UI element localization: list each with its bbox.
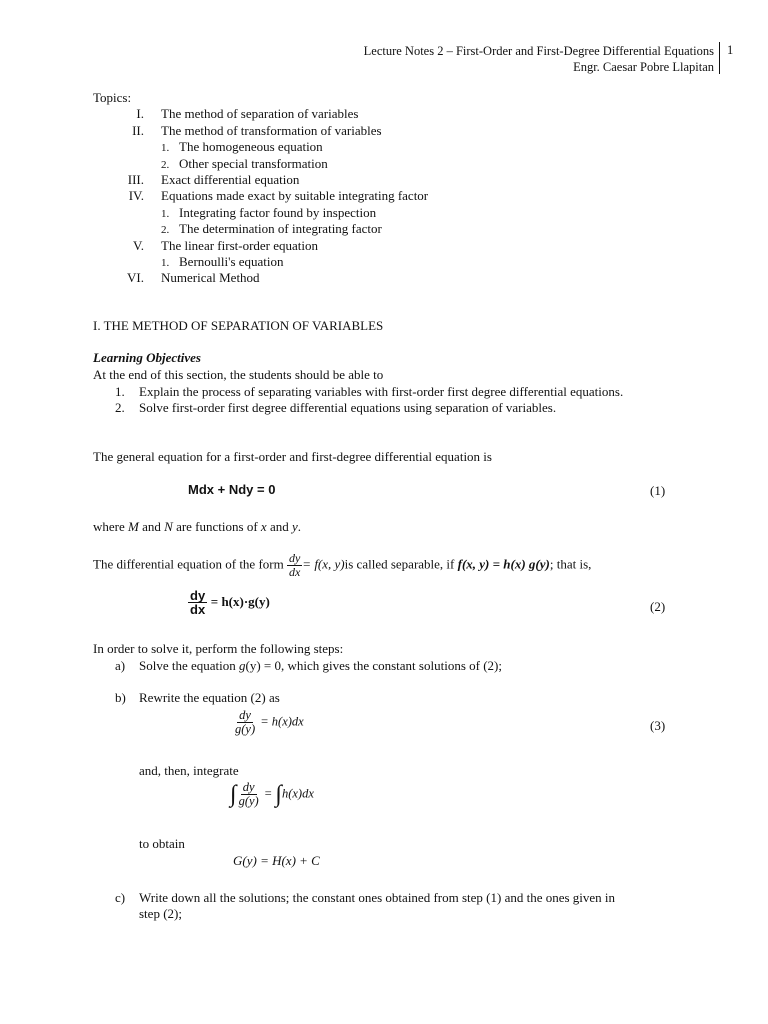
step-a-text xyxy=(139,658,502,674)
to-obtain: to obtain xyxy=(139,836,185,851)
fraction-numerator: dy xyxy=(190,588,206,603)
separable-definition xyxy=(93,552,591,579)
topic-numeral: IV. xyxy=(128,188,144,204)
topic-numeral: II. xyxy=(132,122,144,138)
topic-numeral: III. xyxy=(127,171,144,187)
subtopic-number: 1. xyxy=(161,256,170,269)
fraction-numerator: dy xyxy=(242,780,255,794)
then-integrate: and, then, integrate xyxy=(139,763,239,778)
equation-1: Mdx + Ndy = 0 xyxy=(188,482,276,497)
topic-text: The method of transformation of variables xyxy=(161,122,382,138)
step-b-label: b) xyxy=(115,690,126,705)
integral-rhs: h(x)dx xyxy=(281,786,314,801)
where-var-m: M xyxy=(128,519,139,534)
page-header xyxy=(364,43,714,75)
equation-3-rhs: = h(x)dx xyxy=(260,714,304,729)
topic-numeral: VI. xyxy=(127,270,144,286)
definition-text: ; that is, xyxy=(549,556,592,572)
subtopic-number: 2. xyxy=(161,158,170,171)
objective-number: 1. xyxy=(115,384,125,399)
subtopic-number: 1. xyxy=(161,207,170,220)
topic-subitem xyxy=(93,139,428,155)
topic-subitem xyxy=(93,205,428,221)
topic-item xyxy=(93,238,428,254)
fraction-denominator: g(y) xyxy=(235,722,256,736)
steps-intro: In order to solve it, perform the following steps: xyxy=(93,641,344,656)
dy-gy-fraction xyxy=(237,781,261,808)
subtopic-number: 2. xyxy=(161,224,170,237)
where-text: and xyxy=(138,519,165,534)
step-a-label: a) xyxy=(115,658,126,673)
objective-text: Explain the process of separating variables with first-order first degree differential equations. xyxy=(139,384,624,399)
separable-condition: f(x, y) = h(x) g(y) xyxy=(457,556,550,572)
step-text: (y) = 0, which gives the constant solutions of (2); xyxy=(245,658,502,673)
learning-objectives-heading: Learning Objectives xyxy=(93,350,201,365)
definition-text: is called separable, if xyxy=(344,556,458,572)
subtopic-text: The determination of integrating factor xyxy=(179,221,382,237)
where-text: are functions of xyxy=(172,519,261,534)
integral-sign: ∫ xyxy=(230,781,237,808)
general-equation-intro: The general equation for a first-order and first-degree differential equation is xyxy=(93,449,492,464)
section-title: I. THE METHOD OF SEPARATION OF VARIABLES xyxy=(93,318,384,333)
topic-numeral: V. xyxy=(133,237,144,253)
fraction-numerator: dy xyxy=(239,708,251,722)
topic-item xyxy=(93,106,428,122)
equation-3 xyxy=(233,709,304,736)
topics-list xyxy=(93,90,428,287)
header-title: Lecture Notes 2 – First-Order and First-Degree Differential Equations xyxy=(363,44,714,58)
where-var-x: x xyxy=(260,519,267,534)
step-var-g: g xyxy=(239,658,246,673)
topic-subitem xyxy=(93,156,428,172)
step-c-label: c) xyxy=(115,890,126,905)
topic-subitem xyxy=(93,221,428,237)
equation-2 xyxy=(188,589,270,616)
topic-subitem xyxy=(93,254,428,270)
step-text: Solve the equation xyxy=(139,658,240,673)
page-number: 1 xyxy=(727,43,734,57)
subtopic-text: The homogeneous equation xyxy=(179,139,323,155)
topics-heading: Topics: xyxy=(93,90,132,105)
fraction-denominator: g(y) xyxy=(238,794,259,808)
topic-item xyxy=(93,188,428,204)
equation-2-rhs: = h(x)·g(y) xyxy=(210,593,270,609)
equals-sign: = xyxy=(263,786,273,801)
where-var-n: N xyxy=(164,519,173,534)
topic-text: Numerical Method xyxy=(161,270,260,286)
subtopic-text: Integrating factor found by inspection xyxy=(179,204,377,220)
dy-gy-fraction xyxy=(233,709,257,736)
definition-text: The differential equation of the form xyxy=(93,556,284,572)
fraction-numerator: dy xyxy=(288,551,301,565)
where-text: . xyxy=(297,519,301,534)
objective-text: Solve first-order first degree differential equations using separation of variables. xyxy=(139,400,557,415)
topic-text: Exact differential equation xyxy=(161,171,300,187)
where-var-y: y xyxy=(291,519,298,534)
equation-3-number: (3) xyxy=(650,718,666,733)
where-sentence xyxy=(93,519,301,535)
where-text: and xyxy=(266,519,292,534)
where-text: where xyxy=(93,519,129,534)
subtopic-text: Bernoulli's equation xyxy=(179,253,284,269)
fraction-denominator: dx xyxy=(288,565,301,579)
objectives-intro: At the end of this section, the students should be able to xyxy=(93,367,384,382)
subtopic-number: 1. xyxy=(161,142,170,155)
topic-item xyxy=(93,123,428,139)
step-c-text-line2: step (2); xyxy=(139,906,182,921)
integral-sign: ∫ xyxy=(275,781,282,808)
topic-item xyxy=(93,270,428,286)
integral-equation xyxy=(230,781,314,808)
topic-text: Equations made exact by suitable integrating factor xyxy=(161,188,429,204)
subtopic-text: Other special transformation xyxy=(179,155,328,171)
step-c-text-line1: Write down all the solutions; the constant ones obtained from step (1) and the ones given in xyxy=(139,890,616,905)
topic-item xyxy=(93,172,428,188)
header-divider xyxy=(719,42,720,74)
dy-dx-fraction xyxy=(188,589,207,616)
topic-text: The linear first-order equation xyxy=(161,237,319,253)
dy-dx-fraction xyxy=(287,552,302,579)
fraction-denominator: dx xyxy=(190,602,206,617)
definition-rhs: = f(x, y) xyxy=(302,556,345,572)
objective-number: 2. xyxy=(115,400,125,415)
equation-1-number: (1) xyxy=(650,483,666,498)
topic-numeral: I. xyxy=(136,106,144,122)
obtained-solution: G(y) = H(x) + C xyxy=(233,853,320,868)
header-author: Engr. Caesar Pobre Llapitan xyxy=(573,60,714,74)
topic-text: The method of separation of variables xyxy=(161,106,359,122)
equation-2-number: (2) xyxy=(650,599,666,614)
step-b-text: Rewrite the equation (2) as xyxy=(139,690,280,705)
